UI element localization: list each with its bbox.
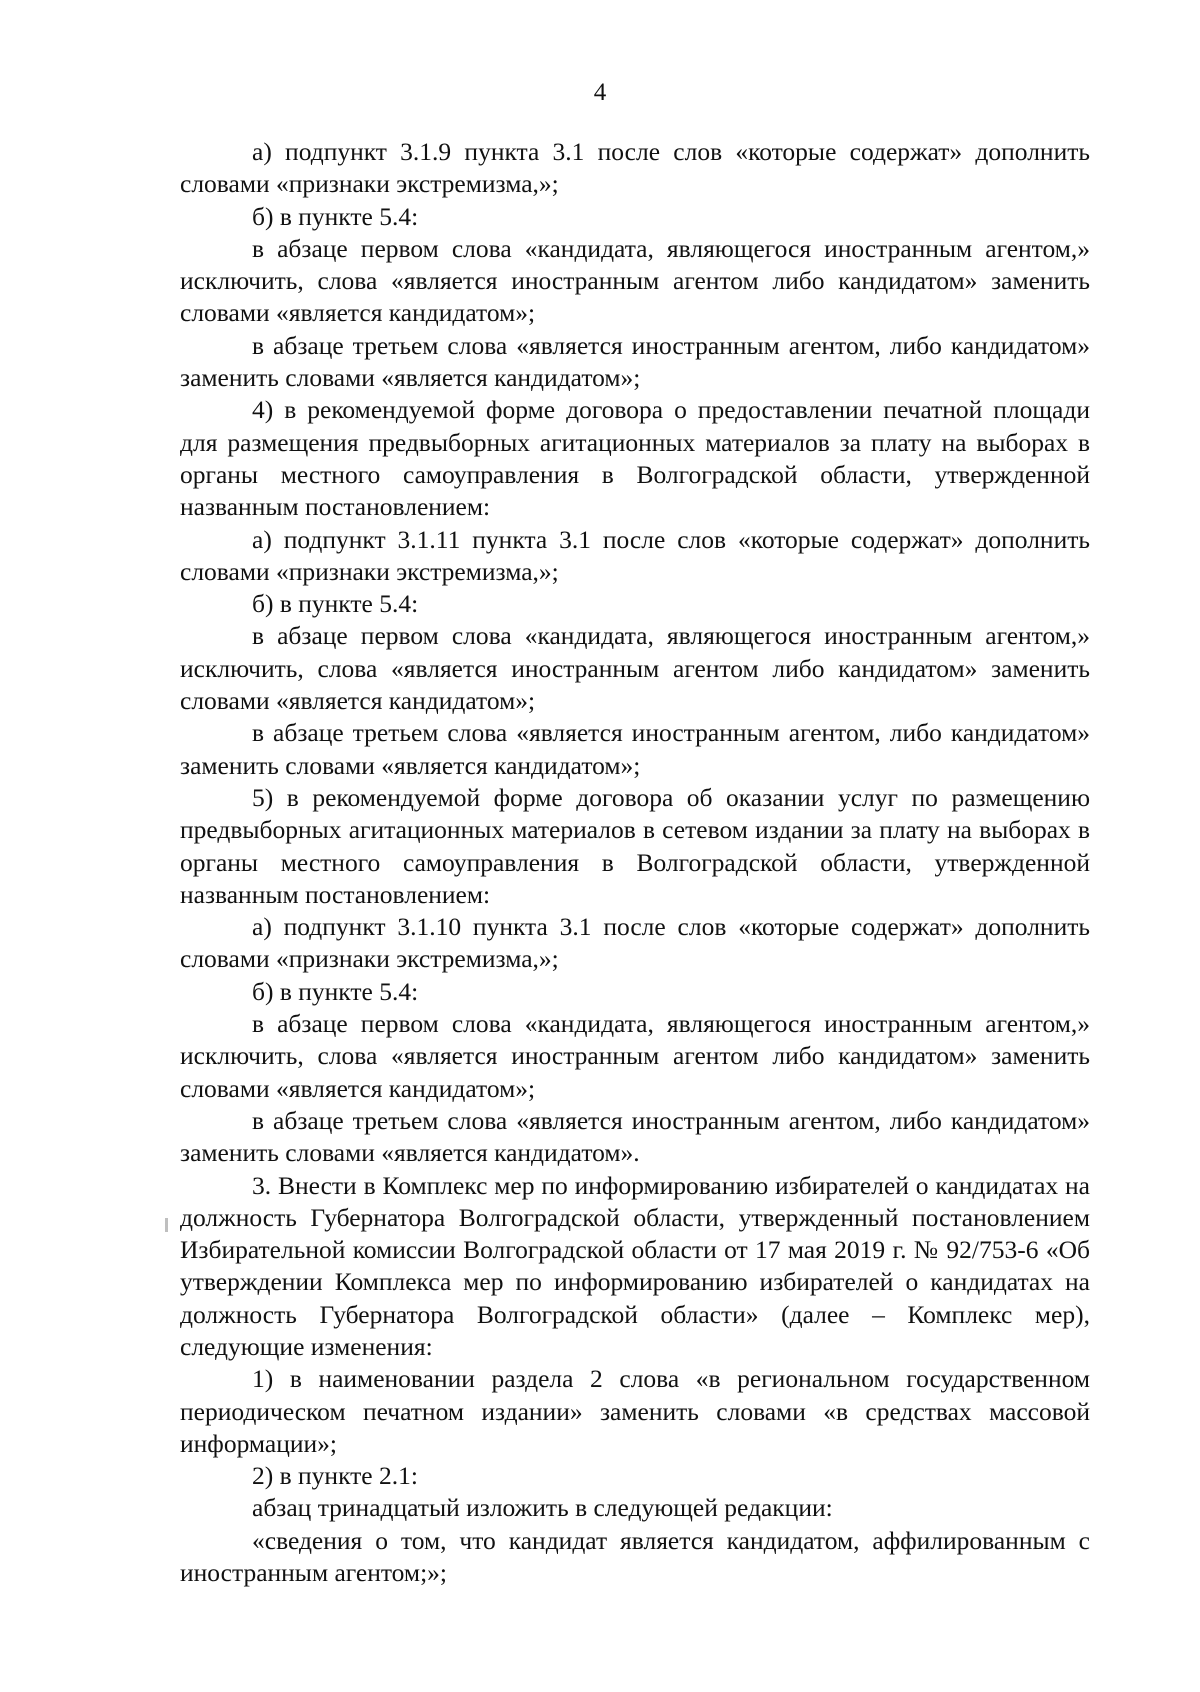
paragraph-third-abzac-2: в абзаце третьем слова «является иностранным агентом, либо кандидатом» заменить словами «является кандидатом»; <box>180 718 1090 780</box>
paragraph-third-abzac-1: в абзаце третьем слова «является иностранным агентом, либо кандидатом» заменить словами «является кандидатом»; <box>180 330 1090 393</box>
paragraph-item-3: 3. Внести в Комплекс мер по информированию избирателей о кандидатах на должность Губернатора Волгоградской области, утвержденный постановлением Избирательной комиссии Волгоградской области от 17 мая 2019 г. № 92/753-6 «Об утверждении Комплекса мер по информированию избирателей о кандидатах на должность Губернатора Волгоградской области» (далее – Комплекс мер), следующие изменения: <box>180 1170 1090 1361</box>
paragraph-a-2: а) подпункт 3.1.11 пункта 3.1 после слов «которые содержат» дополнить словами «признаки экстремизма,»; <box>180 524 1090 586</box>
scan-mark <box>165 1218 168 1232</box>
page-number: 4 <box>593 79 607 106</box>
paragraph-first-abzac-3: в абзаце первом слова «кандидата, являющегося иностранным агентом,» исключить, слова «является иностранным агентом либо кандидатом» заменить словами «является кандидатом»; <box>180 1009 1090 1103</box>
paragraph-a-3: а) подпункт 3.1.10 пункта 3.1 после слов «которые содержат» дополнить словами «признаки экстремизма,»; <box>180 912 1090 974</box>
paragraph-first-abzac-2: в абзаце первом слова «кандидата, являющегося иностранным агентом,» исключить, слова «является иностранным агентом либо кандидатом» заменить словами «является кандидатом»; <box>180 621 1090 716</box>
paragraph-b-3: б) в пункте 5.4: <box>252 976 419 1006</box>
paragraph-a-1: а) подпункт 3.1.9 пункта 3.1 после слов «которые содержат» дополнить словами «признаки экстремизма,»; <box>180 137 1090 199</box>
paragraph-item-4: 4) в рекомендуемой форме договора о предоставлении печатной площади для размещения предвыборных агитационных материалов за плату на выборах в органы местного самоуправления в Волгоградской области, утвержденной названным постановлением: <box>180 395 1090 522</box>
paragraph-b-2: б) в пункте 5.4: <box>252 589 419 619</box>
paragraph-item-5: 5) в рекомендуемой форме договора об оказании услуг по размещению предвыборных агитационных материалов в сетевом издании за плату на выборах в органы местного самоуправления в Волгоградской области, утвержденной названным постановлением: <box>180 782 1090 909</box>
paragraph-abzac-13: абзац тринадцатый изложить в следующей редакции: <box>252 1493 833 1523</box>
paragraph-sub-1: 1) в наименовании раздела 2 слова «в региональном государственном периодическом печатном издании» заменить словами «в средствах массовой информации»; <box>180 1364 1090 1458</box>
paragraph-b-1: б) в пункте 5.4: <box>252 201 419 231</box>
paragraph-sub-2: 2) в пункте 2.1: <box>252 1461 418 1491</box>
paragraph-third-abzac-3: в абзаце третьем слова «является иностранным агентом, либо кандидатом» заменить словами «является кандидатом». <box>180 1105 1090 1168</box>
paragraph-first-abzac-1: в абзаце первом слова «кандидата, являющегося иностранным агентом,» исключить, слова «является иностранным агентом либо кандидатом» заменить словами «является кандидатом»; <box>180 233 1090 328</box>
document-body <box>180 136 1090 1589</box>
paragraph-new-text: «сведения о том, что кандидат является кандидатом, аффилированным с иностранным агентом;»; <box>180 1525 1090 1588</box>
